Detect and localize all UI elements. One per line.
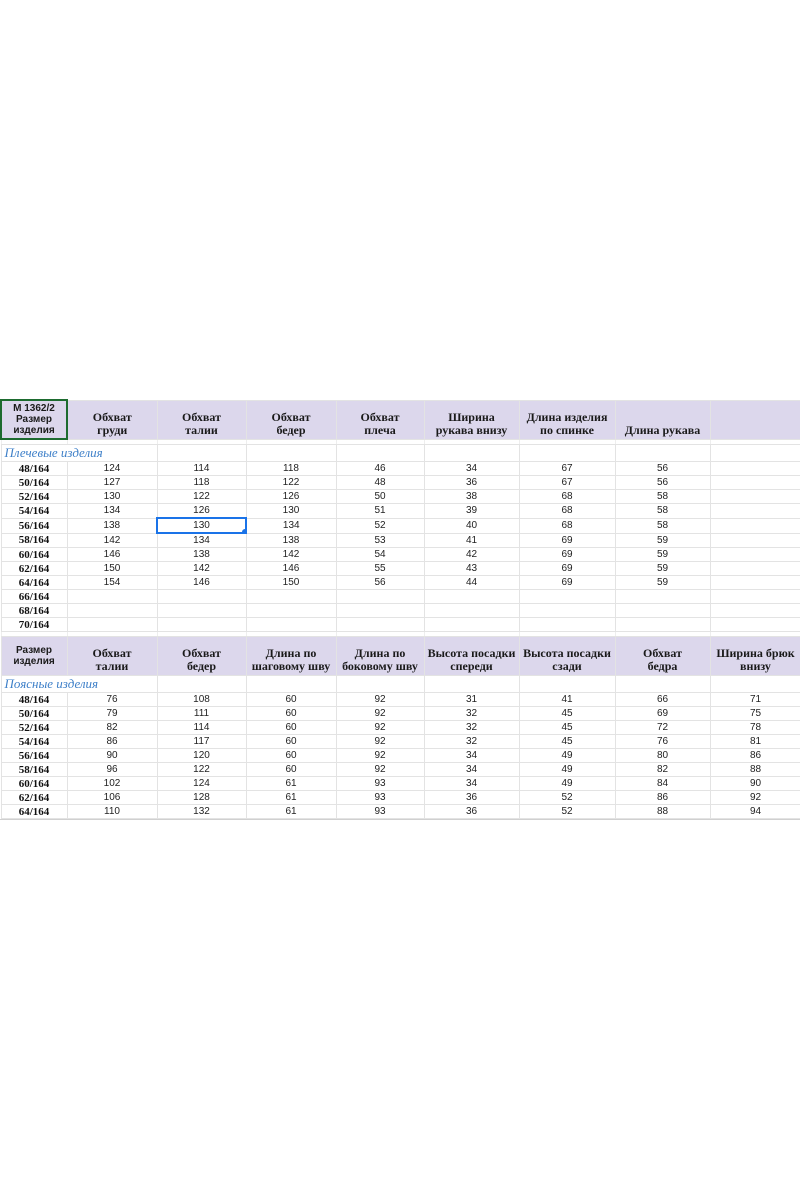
- measurement-cell[interactable]: 90: [710, 777, 800, 791]
- lower-column-header[interactable]: Обхват бедра: [615, 637, 710, 676]
- lower-header-row: [1, 637, 800, 676]
- measurement-cell[interactable]: 86: [67, 735, 157, 749]
- upper-size-column-header[interactable]: М 1362/2 Размер изделия: [1, 400, 67, 439]
- measurement-cell[interactable]: [424, 618, 519, 632]
- measurement-cell[interactable]: 71: [710, 693, 800, 707]
- measurement-cell[interactable]: 59: [615, 533, 710, 548]
- measurement-cell[interactable]: 130: [246, 504, 336, 519]
- measurement-cell[interactable]: [615, 618, 710, 632]
- measurement-cell[interactable]: 86: [615, 791, 710, 805]
- measurement-cell[interactable]: 138: [157, 548, 246, 562]
- measurement-cell[interactable]: [615, 604, 710, 618]
- measurement-cell[interactable]: 90: [67, 749, 157, 763]
- empty-cell[interactable]: [157, 676, 246, 693]
- table-row: [1, 721, 800, 735]
- measurement-cell[interactable]: [336, 590, 424, 604]
- size-cell[interactable]: 64/164: [1, 576, 67, 590]
- measurement-cell[interactable]: 93: [336, 805, 424, 819]
- size-cell[interactable]: 58/164: [1, 533, 67, 548]
- table-row: [1, 504, 800, 519]
- empty-cell[interactable]: [710, 445, 800, 462]
- measurement-cell[interactable]: 55: [336, 562, 424, 576]
- measurement-cell[interactable]: [157, 590, 246, 604]
- measurement-cell[interactable]: 52: [519, 791, 615, 805]
- table-row: [1, 576, 800, 590]
- table-row: [1, 590, 800, 604]
- measurement-cell[interactable]: [157, 618, 246, 632]
- measurement-cell[interactable]: 92: [336, 707, 424, 721]
- table-row: [1, 735, 800, 749]
- measurement-cell[interactable]: 45: [519, 735, 615, 749]
- upper-column-header[interactable]: Обхват плеча: [336, 400, 424, 439]
- measurement-cell[interactable]: [246, 618, 336, 632]
- measurement-cell[interactable]: 80: [615, 749, 710, 763]
- measurement-cell[interactable]: 72: [615, 721, 710, 735]
- size-cell[interactable]: 62/164: [1, 562, 67, 576]
- measurement-cell[interactable]: 69: [519, 562, 615, 576]
- measurement-cell[interactable]: 69: [519, 548, 615, 562]
- size-table: [0, 399, 800, 819]
- measurement-cell[interactable]: 59: [615, 548, 710, 562]
- measurement-cell[interactable]: 102: [67, 777, 157, 791]
- lower-column-header[interactable]: Длина по шаговому шву: [246, 637, 336, 676]
- measurement-cell[interactable]: 58: [615, 504, 710, 519]
- measurement-cell[interactable]: 75: [710, 707, 800, 721]
- size-cell[interactable]: 64/164: [1, 805, 67, 819]
- measurement-cell[interactable]: 122: [157, 763, 246, 777]
- size-cell[interactable]: 52/164: [1, 490, 67, 504]
- measurement-cell[interactable]: 58: [615, 518, 710, 533]
- measurement-cell[interactable]: 81: [710, 735, 800, 749]
- measurement-cell[interactable]: 110: [67, 805, 157, 819]
- lower-column-header[interactable]: Ширина брюк внизу: [710, 637, 800, 676]
- measurement-cell[interactable]: 78: [710, 721, 800, 735]
- size-cell[interactable]: 60/164: [1, 548, 67, 562]
- measurement-cell[interactable]: 120: [157, 749, 246, 763]
- table-row: [1, 791, 800, 805]
- measurement-cell[interactable]: 67: [519, 462, 615, 476]
- measurement-cell[interactable]: [710, 618, 800, 632]
- measurement-cell[interactable]: 122: [246, 476, 336, 490]
- measurement-cell[interactable]: [710, 490, 800, 504]
- measurement-cell[interactable]: 60: [246, 693, 336, 707]
- table-row: [1, 805, 800, 819]
- measurement-cell[interactable]: [157, 604, 246, 618]
- empty-cell[interactable]: [519, 445, 615, 462]
- size-cell[interactable]: 62/164: [1, 791, 67, 805]
- measurement-cell[interactable]: 76: [67, 693, 157, 707]
- measurement-cell[interactable]: 61: [246, 777, 336, 791]
- measurement-cell[interactable]: 34: [424, 749, 519, 763]
- measurement-cell[interactable]: [710, 462, 800, 476]
- measurement-cell[interactable]: 122: [157, 490, 246, 504]
- measurement-cell[interactable]: [336, 604, 424, 618]
- measurement-cell[interactable]: [424, 604, 519, 618]
- measurement-cell[interactable]: 48: [336, 476, 424, 490]
- measurement-cell[interactable]: [710, 504, 800, 519]
- measurement-cell[interactable]: [710, 576, 800, 590]
- upper-column-header[interactable]: Обхват бедер: [246, 400, 336, 439]
- lower-column-header[interactable]: Длина по боковому шву: [336, 637, 424, 676]
- measurement-cell[interactable]: [67, 618, 157, 632]
- measurement-cell[interactable]: 92: [336, 721, 424, 735]
- table-row: [1, 618, 800, 632]
- table-row: [1, 763, 800, 777]
- measurement-cell[interactable]: [710, 604, 800, 618]
- measurement-cell[interactable]: 150: [246, 576, 336, 590]
- table-row: [1, 562, 800, 576]
- empty-cell[interactable]: [424, 676, 519, 693]
- measurement-cell[interactable]: 54: [336, 548, 424, 562]
- fill-handle[interactable]: [241, 528, 246, 533]
- measurement-cell[interactable]: 134: [67, 504, 157, 519]
- measurement-cell[interactable]: [519, 590, 615, 604]
- measurement-cell[interactable]: [424, 590, 519, 604]
- measurement-cell[interactable]: 60: [246, 749, 336, 763]
- measurement-cell[interactable]: 31: [424, 693, 519, 707]
- measurement-cell[interactable]: 142: [157, 562, 246, 576]
- measurement-cell[interactable]: 39: [424, 504, 519, 519]
- measurement-cell[interactable]: 52: [519, 805, 615, 819]
- measurement-cell[interactable]: 45: [519, 721, 615, 735]
- measurement-cell[interactable]: 114: [157, 721, 246, 735]
- upper-header-row: [1, 400, 800, 439]
- empty-cell[interactable]: [519, 676, 615, 693]
- measurement-cell[interactable]: 49: [519, 763, 615, 777]
- lower-column-header[interactable]: Обхват талии: [67, 637, 157, 676]
- measurement-cell[interactable]: [710, 533, 800, 548]
- measurement-cell[interactable]: 106: [67, 791, 157, 805]
- measurement-cell[interactable]: 53: [336, 533, 424, 548]
- measurement-cell[interactable]: [710, 476, 800, 490]
- upper-column-header[interactable]: Обхват груди: [67, 400, 157, 439]
- measurement-cell[interactable]: 32: [424, 721, 519, 735]
- empty-cell[interactable]: [615, 676, 710, 693]
- measurement-cell[interactable]: 51: [336, 504, 424, 519]
- measurement-cell[interactable]: 82: [615, 763, 710, 777]
- measurement-cell[interactable]: 154: [67, 576, 157, 590]
- measurement-cell[interactable]: 146: [67, 548, 157, 562]
- measurement-cell[interactable]: 41: [424, 533, 519, 548]
- measurement-cell[interactable]: 69: [519, 533, 615, 548]
- empty-cell[interactable]: [336, 445, 424, 462]
- lower-size-column-header[interactable]: Размер изделия: [1, 637, 67, 676]
- measurement-cell[interactable]: 60: [246, 721, 336, 735]
- measurement-cell[interactable]: 124: [67, 462, 157, 476]
- size-cell[interactable]: 48/164: [1, 693, 67, 707]
- measurement-cell[interactable]: 146: [246, 562, 336, 576]
- upper-column-header[interactable]: [710, 400, 800, 439]
- measurement-cell[interactable]: 42: [424, 548, 519, 562]
- measurement-cell[interactable]: 108: [157, 693, 246, 707]
- table-row: [1, 462, 800, 476]
- upper-column-header[interactable]: Обхват талии: [157, 400, 246, 439]
- measurement-cell[interactable]: 111: [157, 707, 246, 721]
- measurement-cell[interactable]: 41: [519, 693, 615, 707]
- measurement-cell[interactable]: 96: [67, 763, 157, 777]
- measurement-cell[interactable]: 132: [157, 805, 246, 819]
- measurement-cell[interactable]: 49: [519, 749, 615, 763]
- measurement-cell[interactable]: 134: [246, 518, 336, 533]
- measurement-cell[interactable]: [246, 604, 336, 618]
- measurement-cell[interactable]: 36: [424, 476, 519, 490]
- size-cell[interactable]: 56/164: [1, 749, 67, 763]
- empty-cell[interactable]: [246, 445, 336, 462]
- upper-section-row: [1, 445, 800, 462]
- upper-section-title[interactable]: Плечевые изделия: [1, 445, 157, 462]
- measurement-cell[interactable]: 44: [424, 576, 519, 590]
- measurement-cell[interactable]: [519, 618, 615, 632]
- measurement-cell[interactable]: 126: [157, 504, 246, 519]
- measurement-cell[interactable]: 32: [424, 707, 519, 721]
- measurement-cell[interactable]: 82: [67, 721, 157, 735]
- upper-column-header[interactable]: Длина изделия по спинке: [519, 400, 615, 439]
- measurement-cell[interactable]: 150: [67, 562, 157, 576]
- measurement-cell[interactable]: 36: [424, 805, 519, 819]
- size-cell[interactable]: 66/164: [1, 590, 67, 604]
- measurement-cell[interactable]: 52: [336, 518, 424, 533]
- measurement-cell[interactable]: 59: [615, 562, 710, 576]
- size-cell[interactable]: 54/164: [1, 735, 67, 749]
- upper-column-header[interactable]: Ширина рукава внизу: [424, 400, 519, 439]
- empty-cell[interactable]: [615, 445, 710, 462]
- measurement-cell[interactable]: 68: [519, 504, 615, 519]
- measurement-cell[interactable]: 142: [246, 548, 336, 562]
- measurement-cell[interactable]: [710, 590, 800, 604]
- measurement-cell[interactable]: 50: [336, 490, 424, 504]
- measurement-cell[interactable]: 88: [615, 805, 710, 819]
- measurement-cell[interactable]: 86: [710, 749, 800, 763]
- measurement-cell[interactable]: [710, 562, 800, 576]
- empty-cell[interactable]: [157, 445, 246, 462]
- measurement-cell[interactable]: 49: [519, 777, 615, 791]
- measurement-cell[interactable]: 38: [424, 490, 519, 504]
- measurement-cell[interactable]: 142: [67, 533, 157, 548]
- table-row: [1, 604, 800, 618]
- measurement-cell[interactable]: 61: [246, 805, 336, 819]
- measurement-cell[interactable]: 138: [246, 533, 336, 548]
- measurement-cell[interactable]: 124: [157, 777, 246, 791]
- active-cell[interactable]: 130: [157, 518, 246, 533]
- table-row: [1, 548, 800, 562]
- measurement-cell[interactable]: 66: [615, 693, 710, 707]
- empty-cell[interactable]: [424, 445, 519, 462]
- measurement-cell[interactable]: 69: [519, 576, 615, 590]
- measurement-cell[interactable]: 76: [615, 735, 710, 749]
- table-row: [1, 476, 800, 490]
- table-row: [1, 707, 800, 721]
- measurement-cell[interactable]: 61: [246, 791, 336, 805]
- size-cell[interactable]: 58/164: [1, 763, 67, 777]
- measurement-cell[interactable]: [246, 590, 336, 604]
- measurement-cell[interactable]: 68: [519, 518, 615, 533]
- measurement-cell[interactable]: [336, 618, 424, 632]
- size-cell[interactable]: 68/164: [1, 604, 67, 618]
- measurement-cell[interactable]: 92: [336, 735, 424, 749]
- measurement-cell[interactable]: 127: [67, 476, 157, 490]
- size-cell[interactable]: 52/164: [1, 721, 67, 735]
- measurement-cell[interactable]: 45: [519, 707, 615, 721]
- measurement-cell[interactable]: 128: [157, 791, 246, 805]
- measurement-cell[interactable]: 36: [424, 791, 519, 805]
- measurement-cell[interactable]: 130: [67, 490, 157, 504]
- measurement-cell[interactable]: 114: [157, 462, 246, 476]
- measurement-cell[interactable]: 117: [157, 735, 246, 749]
- size-cell[interactable]: 70/164: [1, 618, 67, 632]
- measurement-cell[interactable]: 34: [424, 763, 519, 777]
- empty-cell[interactable]: [246, 676, 336, 693]
- empty-cell[interactable]: [710, 676, 800, 693]
- measurement-cell[interactable]: [615, 590, 710, 604]
- size-cell[interactable]: 56/164: [1, 518, 67, 533]
- measurement-cell[interactable]: 118: [246, 462, 336, 476]
- measurement-cell[interactable]: 40: [424, 518, 519, 533]
- measurement-cell[interactable]: 134: [157, 533, 246, 548]
- table-row: [1, 693, 800, 707]
- measurement-cell[interactable]: [67, 604, 157, 618]
- table-row: [1, 490, 800, 504]
- table-row: [1, 533, 800, 548]
- measurement-cell[interactable]: 84: [615, 777, 710, 791]
- size-cell[interactable]: 54/164: [1, 504, 67, 519]
- measurement-cell[interactable]: [519, 604, 615, 618]
- measurement-cell[interactable]: [710, 518, 800, 533]
- size-cell[interactable]: 60/164: [1, 777, 67, 791]
- table-row: [1, 777, 800, 791]
- measurement-cell[interactable]: 118: [157, 476, 246, 490]
- measurement-cell[interactable]: 60: [246, 763, 336, 777]
- size-chart-sheet: [0, 399, 800, 820]
- measurement-cell[interactable]: 46: [336, 462, 424, 476]
- measurement-cell[interactable]: 67: [519, 476, 615, 490]
- measurement-cell[interactable]: 146: [157, 576, 246, 590]
- measurement-cell[interactable]: 34: [424, 462, 519, 476]
- measurement-cell[interactable]: 69: [615, 707, 710, 721]
- lower-column-header[interactable]: Высота посадки сзади: [519, 637, 615, 676]
- measurement-cell[interactable]: 60: [246, 735, 336, 749]
- measurement-cell[interactable]: 94: [710, 805, 800, 819]
- measurement-cell[interactable]: 56: [336, 576, 424, 590]
- measurement-cell[interactable]: 58: [615, 490, 710, 504]
- measurement-cell[interactable]: 93: [336, 791, 424, 805]
- measurement-cell[interactable]: 88: [710, 763, 800, 777]
- empty-cell[interactable]: [336, 676, 424, 693]
- lower-section-title[interactable]: Поясные изделия: [1, 676, 157, 693]
- measurement-cell[interactable]: [710, 548, 800, 562]
- measurement-cell[interactable]: 56: [615, 462, 710, 476]
- measurement-cell[interactable]: 79: [67, 707, 157, 721]
- measurement-cell[interactable]: 59: [615, 576, 710, 590]
- measurement-cell[interactable]: 92: [710, 791, 800, 805]
- measurement-cell[interactable]: 92: [336, 763, 424, 777]
- size-cell[interactable]: 50/164: [1, 707, 67, 721]
- lower-column-header[interactable]: Обхват бедер: [157, 637, 246, 676]
- measurement-cell[interactable]: 126: [246, 490, 336, 504]
- measurement-cell[interactable]: 43: [424, 562, 519, 576]
- measurement-cell[interactable]: 93: [336, 777, 424, 791]
- measurement-cell[interactable]: 56: [615, 476, 710, 490]
- lower-section-row: [1, 676, 800, 693]
- sheet-bottom-border: [0, 819, 800, 820]
- measurement-cell[interactable]: 68: [519, 490, 615, 504]
- measurement-cell[interactable]: 92: [336, 693, 424, 707]
- measurement-cell[interactable]: 138: [67, 518, 157, 533]
- measurement-cell[interactable]: 34: [424, 777, 519, 791]
- upper-column-header[interactable]: Длина рукава: [615, 400, 710, 439]
- measurement-cell[interactable]: 32: [424, 735, 519, 749]
- table-row: [1, 518, 800, 533]
- lower-column-header[interactable]: Высота посадки спереди: [424, 637, 519, 676]
- measurement-cell[interactable]: [67, 590, 157, 604]
- size-cell[interactable]: 48/164: [1, 462, 67, 476]
- size-cell[interactable]: 50/164: [1, 476, 67, 490]
- table-row: [1, 749, 800, 763]
- measurement-cell[interactable]: 60: [246, 707, 336, 721]
- measurement-cell[interactable]: 92: [336, 749, 424, 763]
